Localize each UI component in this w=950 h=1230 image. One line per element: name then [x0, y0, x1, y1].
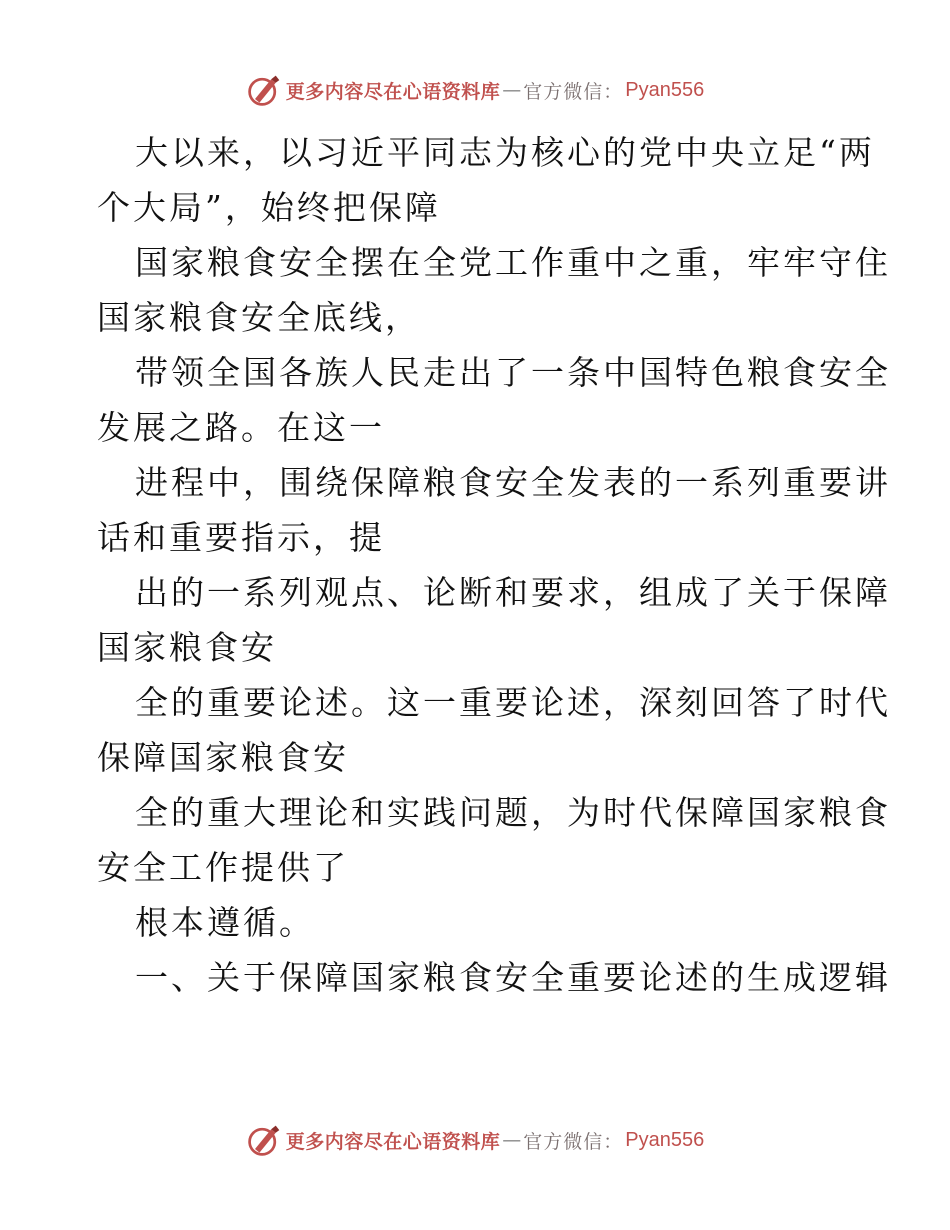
text-line: 大以来，以习近平同志为核心的党中央立足“两 — [135, 133, 875, 172]
text-line: 国家粮食安全底线， — [97, 298, 421, 337]
banner-text: 更多内容尽在心语资料库 — [285, 80, 501, 103]
wechat-label: 官方微信： — [523, 1130, 624, 1153]
paragraph — [97, 345, 891, 455]
wechat-label: 官方微信： — [523, 80, 624, 103]
text-line: 全的重要论述。这一重要论述，深刻回答了时代 — [135, 683, 891, 722]
banner-dash: — — [502, 1129, 522, 1151]
paragraph — [97, 675, 891, 785]
text-line: 个大局”，始终把保障 — [97, 188, 441, 227]
text-line: 保障国家粮食安 — [97, 738, 349, 777]
text-line: 话和重要指示，提 — [97, 518, 385, 557]
wechat-id: Pyan556 — [625, 1128, 705, 1151]
paragraph — [97, 235, 891, 345]
document-body — [97, 125, 891, 1005]
brush-pen-logo-icon — [246, 72, 282, 108]
banner-text: 更多内容尽在心语资料库 — [285, 1130, 501, 1153]
text-line: 全的重大理论和实践问题，为时代保障国家粮食 — [135, 793, 891, 832]
text-line: 进程中，围绕保障粮食安全发表的一系列重要讲 — [135, 463, 891, 502]
text-line: 根本遵循。 — [135, 903, 315, 942]
brush-pen-logo-icon — [246, 1122, 282, 1158]
heading-line: 一、关于保障国家粮食安全重要论述的生成逻辑 — [135, 958, 891, 997]
wechat-id: Pyan556 — [625, 78, 705, 101]
section-heading — [97, 950, 891, 1005]
paragraph — [97, 125, 875, 235]
footer-banner — [0, 1120, 950, 1160]
text-line: 发展之路。在这一 — [97, 408, 385, 447]
text-line: 国家粮食安 — [97, 628, 277, 667]
header-banner — [0, 70, 950, 110]
banner-dash: — — [502, 79, 522, 101]
paragraph — [97, 785, 891, 895]
paragraph — [97, 565, 891, 675]
text-line: 出的一系列观点、论断和要求，组成了关于保障 — [135, 573, 891, 612]
paragraph — [97, 895, 857, 950]
paragraph — [97, 455, 891, 565]
text-line: 安全工作提供了 — [97, 848, 349, 887]
text-line: 国家粮食安全摆在全党工作重中之重，牢牢守住 — [135, 243, 891, 282]
text-line: 带领全国各族人民走出了一条中国特色粮食安全 — [135, 353, 891, 392]
